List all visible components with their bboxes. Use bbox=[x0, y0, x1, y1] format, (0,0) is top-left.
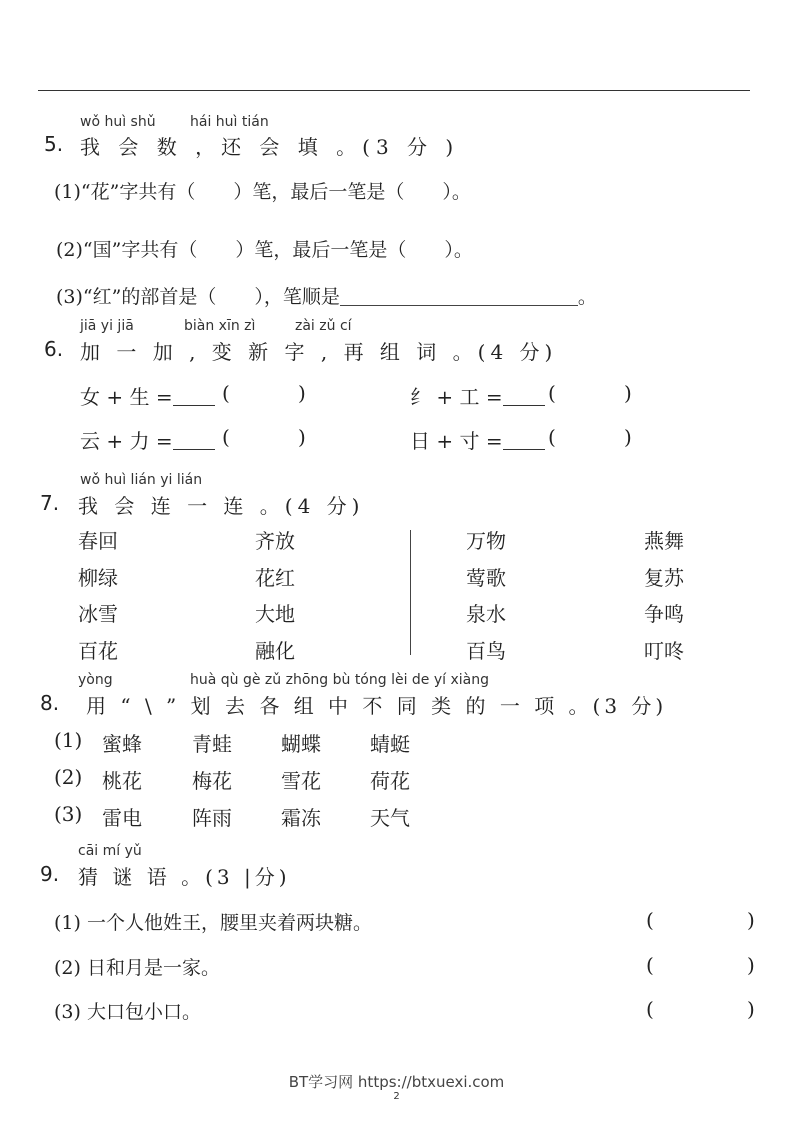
q9-item-1: (1) 一个人他姓王，腰里夹着两块糖。 bbox=[54, 912, 372, 934]
q9-paren-close-2: ) bbox=[747, 953, 755, 977]
q5-item-3-end: 。 bbox=[577, 286, 597, 308]
q8-row-3-item-2: 阵雨 bbox=[192, 806, 232, 830]
q6-paren-close-3: ) bbox=[298, 425, 306, 449]
q6-eq-2-text: 纟 + 工 = bbox=[410, 385, 503, 409]
q5-item-3 bbox=[56, 282, 597, 309]
q6-eq-4-text: 日 + 寸 = bbox=[410, 429, 503, 453]
stroke-order-blank bbox=[340, 287, 578, 306]
q6-pinyin-b: biàn xīn zì bbox=[184, 318, 256, 334]
q5-item-2: (2)“国”字共有（ ）笔，最后一笔是（ ）。 bbox=[56, 239, 473, 261]
q6-paren-close-1: ) bbox=[298, 381, 306, 405]
answer-blank bbox=[503, 387, 545, 406]
q7-col4-item-4: 叮咚 bbox=[644, 639, 684, 663]
q8-row-2-item-2: 梅花 bbox=[192, 769, 232, 793]
q7-col4-item-1: 燕舞 bbox=[644, 529, 684, 553]
q5-number: 5. bbox=[44, 132, 64, 156]
q8-row-1-label: (1) bbox=[54, 728, 83, 752]
q8-row-3-item-3: 霜冻 bbox=[281, 806, 321, 830]
q8-row-1-item-1: 蜜蜂 bbox=[102, 732, 142, 756]
q9-paren-open-3: ( bbox=[646, 997, 654, 1021]
q6-title: 加 一 加 , 变 新 字 , 再 组 词 。(4 分) bbox=[80, 340, 558, 364]
q6-number: 6. bbox=[44, 337, 64, 361]
q6-pinyin-a: jiā yi jiā bbox=[80, 318, 134, 334]
q8-title: 用 “ \ ” 划 去 各 组 中 不 同 类 的 一 项 。(3 分) bbox=[86, 694, 668, 718]
q7-col3-item-4: 百鸟 bbox=[466, 639, 506, 663]
q7-col4-item-2: 复苏 bbox=[644, 566, 684, 590]
q8-row-2-item-1: 桃花 bbox=[102, 769, 142, 793]
q8-pinyin-a: yòng bbox=[78, 672, 113, 688]
q9-paren-close-1: ) bbox=[747, 908, 755, 932]
header-rule bbox=[38, 90, 750, 91]
q9-item-3: (3) 大口包小口。 bbox=[54, 1001, 201, 1023]
divider-line bbox=[410, 530, 411, 655]
answer-blank bbox=[173, 387, 215, 406]
q5-title: 我 会 数 ，还 会 填 。(3 分 ) bbox=[80, 135, 460, 159]
q9-paren-close-3: ) bbox=[747, 997, 755, 1021]
q8-number: 8. bbox=[40, 691, 60, 715]
answer-blank bbox=[173, 431, 215, 450]
q6-eq-4 bbox=[410, 425, 545, 454]
q7-col3-item-3: 泉水 bbox=[466, 602, 506, 626]
q7-col2-item-2: 花红 bbox=[255, 566, 295, 590]
q7-pinyin: wǒ huì lián yi lián bbox=[80, 472, 203, 488]
q5-pinyin-a: wǒ huì shǔ bbox=[80, 114, 156, 130]
q7-col2-item-1: 齐放 bbox=[255, 529, 295, 553]
q9-item-2: (2) 日和月是一家。 bbox=[54, 957, 220, 979]
q7-col2-item-4: 融化 bbox=[255, 639, 295, 663]
q6-paren-close-4: ) bbox=[624, 425, 632, 449]
q5-item-1: (1)“花”字共有（ ）笔，最后一笔是（ ）。 bbox=[54, 181, 471, 203]
q8-row-1-item-4: 蜻蜓 bbox=[370, 732, 410, 756]
q8-row-1-item-3: 蝴蝶 bbox=[281, 732, 321, 756]
q6-eq-1 bbox=[80, 381, 215, 410]
answer-blank bbox=[503, 431, 545, 450]
q6-paren-open-1: ( bbox=[222, 381, 230, 405]
q5-pinyin-b: hái huì tián bbox=[190, 114, 269, 130]
q6-paren-open-3: ( bbox=[222, 425, 230, 449]
q7-col1-item-1: 春回 bbox=[78, 529, 118, 553]
q6-paren-open-4: ( bbox=[548, 425, 556, 449]
q9-paren-open-1: ( bbox=[646, 908, 654, 932]
q6-pinyin-c: zài zǔ cí bbox=[295, 318, 352, 334]
q8-row-2-item-3: 雪花 bbox=[281, 769, 321, 793]
q9-number: 9. bbox=[40, 862, 60, 886]
page-number: 2 bbox=[393, 1091, 400, 1102]
q7-number: 7. bbox=[40, 491, 60, 515]
footer-site: BT学习网 https://btxuexi.com bbox=[288, 1073, 505, 1091]
q7-title: 我 会 连 一 连 。(4 分) bbox=[78, 494, 365, 518]
q7-col3-item-2: 莺歌 bbox=[466, 566, 506, 590]
q8-row-3-item-1: 雷电 bbox=[102, 806, 142, 830]
q7-col1-item-4: 百花 bbox=[78, 639, 118, 663]
q7-col4-item-3: 争鸣 bbox=[644, 602, 684, 626]
q5-item-3-text: (3)“红”的部首是（ ），笔顺是 bbox=[56, 286, 340, 308]
q8-row-2-label: (2) bbox=[54, 765, 83, 789]
q6-eq-3 bbox=[80, 425, 215, 454]
q8-row-2-item-4: 荷花 bbox=[370, 769, 410, 793]
q6-paren-close-2: ) bbox=[624, 381, 632, 405]
q8-row-3-label: (3) bbox=[54, 802, 83, 826]
q9-paren-open-2: ( bbox=[646, 953, 654, 977]
q6-paren-open-2: ( bbox=[548, 381, 556, 405]
q8-pinyin-b: huà qù gè zǔ zhōng bù tóng lèi de yí xiàng bbox=[190, 672, 490, 688]
q7-col1-item-3: 冰雪 bbox=[78, 602, 118, 626]
q7-col2-item-3: 大地 bbox=[255, 602, 295, 626]
q8-row-3-item-4: 天气 bbox=[370, 806, 410, 830]
q6-eq-2 bbox=[410, 381, 545, 410]
q7-col1-item-2: 柳绿 bbox=[78, 566, 118, 590]
q6-eq-3-text: 云 + 力 = bbox=[80, 429, 173, 453]
q6-eq-1-text: 女 + 生 = bbox=[80, 385, 173, 409]
q9-pinyin: cāi mí yǔ bbox=[78, 843, 142, 859]
q8-row-1-item-2: 青蛙 bbox=[192, 732, 232, 756]
q9-title: 猜 谜 语 。(3 |分) bbox=[78, 865, 291, 889]
q7-col3-item-1: 万物 bbox=[466, 529, 506, 553]
